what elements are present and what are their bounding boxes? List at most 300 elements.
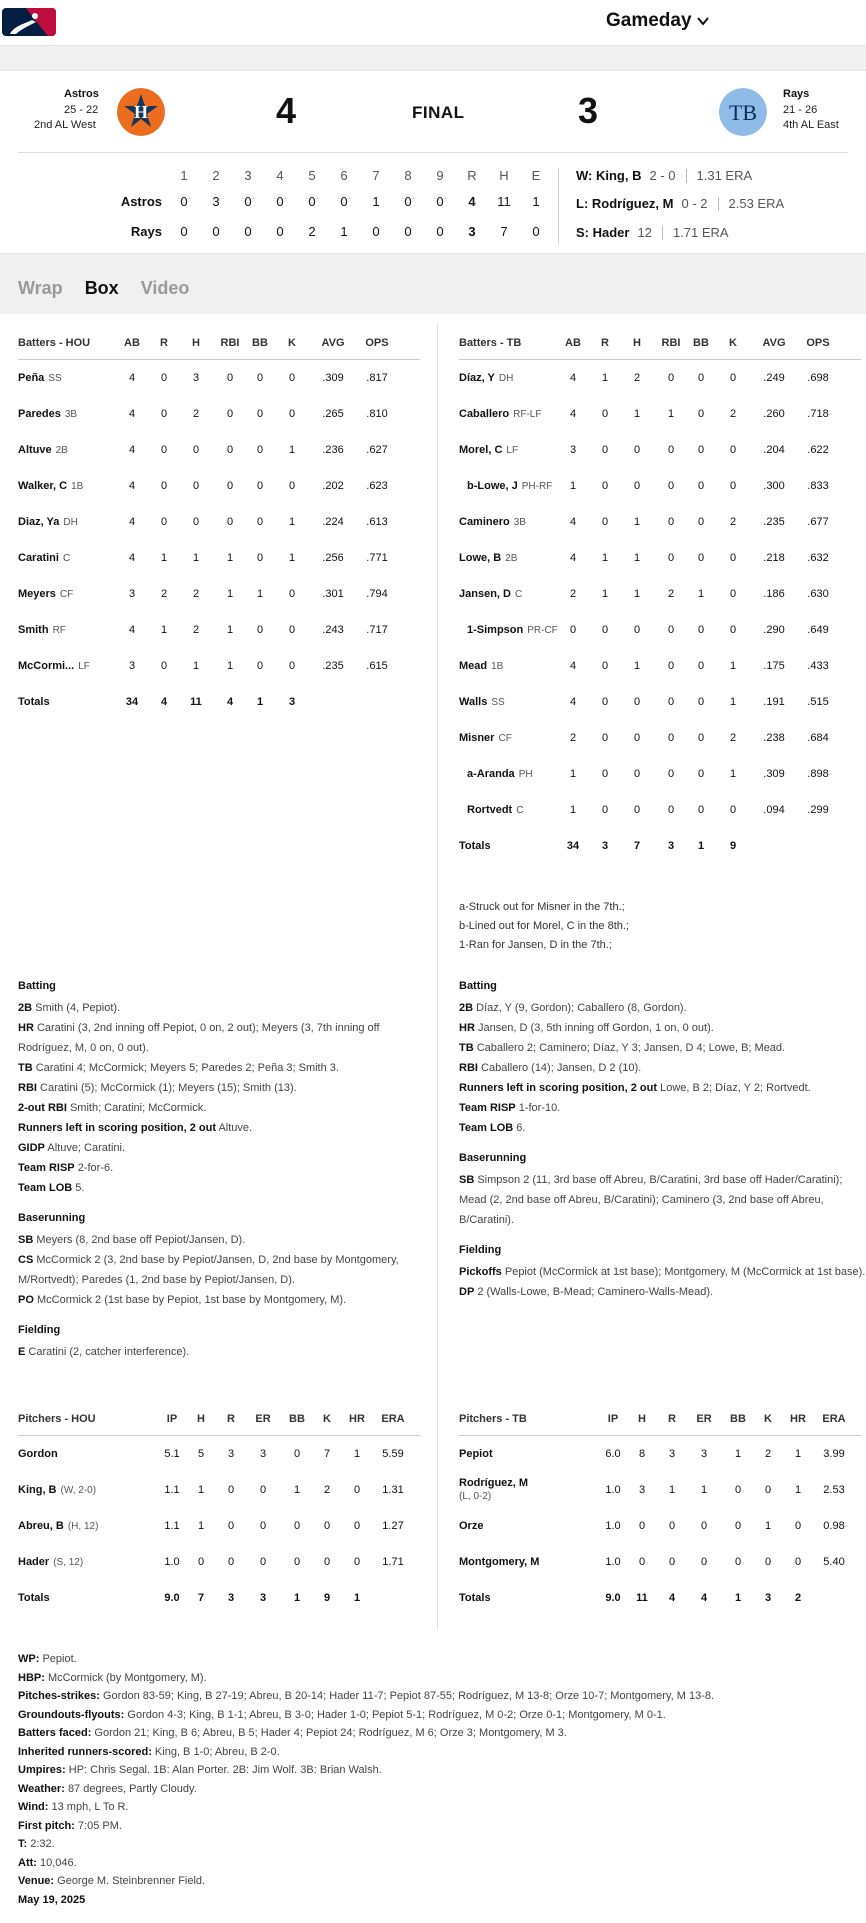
tab-box[interactable]: Box: [84, 278, 119, 298]
batter-row: [18, 360, 420, 396]
column-header[interactable]: H: [197, 1413, 205, 1425]
column-header[interactable]: BB: [252, 337, 268, 349]
batter-stat: .256: [322, 552, 344, 564]
batter-position: DH: [498, 373, 514, 384]
pitcher-stat: 5.40: [823, 1556, 845, 1568]
pitcher-stat: 2: [323, 1484, 331, 1496]
note-line: [18, 1250, 428, 1290]
decision-loss-record: 0 - 2: [681, 196, 708, 211]
batter-name[interactable]: [459, 396, 541, 433]
batter-stat: 1: [729, 696, 737, 708]
tab-video[interactable]: Video: [140, 278, 190, 298]
batter-stat: 0: [601, 480, 609, 492]
batter-stat: .649: [807, 624, 829, 636]
batter-stat: 0: [729, 624, 737, 636]
pitcher-name[interactable]: [459, 1436, 493, 1472]
note-value: Lowe, B 2; Díaz, Y 2; Rortvedt.: [660, 1082, 811, 1094]
pitcher-stat: 6.0: [605, 1448, 621, 1460]
note-value: Smith (4, Pepiot).: [35, 1002, 121, 1014]
note-line: [459, 1038, 866, 1058]
batter-name[interactable]: [459, 720, 512, 757]
batter-stat: 2: [729, 408, 737, 420]
pitcher-decision-note: (W, 2-0): [60, 1485, 97, 1496]
pitcher-stat: 0: [353, 1520, 361, 1532]
batter-stat: .632: [807, 552, 829, 564]
column-divider: [437, 324, 438, 1630]
totals-stat: 11: [636, 1592, 648, 1604]
totals-label: Totals: [18, 1592, 50, 1604]
pitcher-stat: 3: [700, 1448, 708, 1460]
pitching-table-title: Pitchers - TB: [459, 1413, 527, 1425]
pitching-header-row: [18, 1408, 420, 1436]
batter-stat: 1: [226, 552, 234, 564]
batter-stat: 1: [288, 444, 296, 456]
batter-name[interactable]: [459, 684, 505, 721]
batter-stat: 4: [569, 516, 577, 528]
linescore-cell: 0: [372, 224, 380, 239]
linescore-header: H: [499, 168, 509, 183]
batter-name[interactable]: [18, 576, 73, 613]
batter-name[interactable]: [459, 540, 517, 577]
batter-name[interactable]: [18, 648, 90, 685]
section-heading: Fielding: [459, 1244, 502, 1256]
game-info-line: [18, 1798, 858, 1817]
batter-position: SS: [491, 697, 505, 708]
batter-stat: .309: [322, 372, 344, 384]
totals-stat: 1: [256, 696, 264, 708]
linescore-divider: [558, 168, 559, 244]
column-header[interactable]: H: [192, 337, 200, 349]
pitcher-stat: 0: [794, 1520, 802, 1532]
batter-row: [459, 432, 861, 468]
batter-row: [459, 396, 861, 432]
batter-stat: 4: [569, 372, 577, 384]
column-header[interactable]: H: [638, 1413, 646, 1425]
game-info-line: [18, 1817, 858, 1836]
game-info-key: WP:: [18, 1653, 40, 1665]
batter-stat: 0: [697, 804, 705, 816]
column-header[interactable]: K: [764, 1413, 772, 1425]
batter-row: [459, 720, 861, 756]
batter-stat: 0: [160, 516, 168, 528]
batter-stat: 0: [256, 444, 264, 456]
pitcher-row: [459, 1436, 861, 1472]
note-line: b-Lined out for Morel, C in the 8th.;: [459, 920, 629, 932]
column-header[interactable]: R: [601, 337, 609, 349]
gameday-menu[interactable]: [606, 10, 710, 32]
batter-stat: .260: [763, 408, 785, 420]
pitching-totals-row: [459, 1580, 861, 1616]
batter-position: C: [62, 553, 71, 564]
pitcher-row: [18, 1508, 420, 1544]
batter-stat: 0: [256, 624, 264, 636]
totals-stat: 34: [125, 696, 139, 708]
column-header[interactable]: OPS: [806, 337, 830, 349]
batter-stat: 0: [729, 372, 737, 384]
column-header[interactable]: ERA: [822, 1413, 846, 1425]
pitcher-name[interactable]: [18, 1472, 96, 1509]
note-line: [18, 1018, 428, 1058]
batter-stat: 0: [160, 444, 168, 456]
batter-stat: .627: [366, 444, 388, 456]
batter-stat: 0: [160, 408, 168, 420]
note-value: McCormick 2 (3, 2nd base by Pepiot/Jansen, D, 2nd base by Montgomery, M/Rortvedt); Paredes (1, 2nd base by Pepiot/Jansen, D).: [18, 1254, 399, 1286]
column-header[interactable]: HR: [349, 1413, 365, 1425]
column-header[interactable]: R: [160, 337, 168, 349]
pitcher-name[interactable]: [18, 1436, 58, 1472]
note-line: [18, 998, 428, 1018]
decision-win-record: 2 - 0: [649, 168, 676, 183]
batter-stat: 0: [601, 696, 609, 708]
batter-stat: 2: [192, 408, 200, 420]
pitcher-stat: 1.0: [605, 1520, 621, 1532]
game-info-value: 13 mph, L To R.: [51, 1801, 129, 1813]
pitcher-name[interactable]: [459, 1544, 539, 1580]
note-line: [459, 998, 866, 1018]
column-header[interactable]: AVG: [321, 337, 345, 349]
column-header[interactable]: OPS: [365, 337, 389, 349]
home-score: 3: [578, 90, 599, 131]
batter-stat: .202: [322, 480, 344, 492]
note-value: Pepiot (McCormick at 1st base); Montgomery, M (McCormick at 1st base).: [504, 1266, 866, 1278]
batter-stat: 1: [633, 588, 641, 600]
linescore-header: 2: [212, 168, 220, 183]
game-info-line: [18, 1687, 858, 1706]
batter-position: DH: [63, 517, 78, 528]
linescore-cell: 0: [404, 194, 412, 209]
note-line: [459, 1170, 866, 1230]
game-info-value: Gordon 21; King, B 6; Abreu, B 5; Hader 4; Pepiot 24; Rodríguez, M 6; Orze 3; Montgomery, M 3.: [94, 1727, 567, 1739]
batter-stat: 2: [569, 588, 577, 600]
separator: [662, 226, 663, 240]
note-value: 1-for-10.: [518, 1102, 561, 1114]
note-key: RBI: [459, 1062, 478, 1074]
decision-loss-label[interactable]: L: Rodríguez, M: [576, 196, 674, 211]
note-line: [459, 1262, 866, 1282]
batter-name-text: Paredes: [18, 408, 61, 420]
batter-stat: .718: [807, 408, 829, 420]
batter-stat: 2: [192, 624, 200, 636]
batter-stat: .810: [366, 408, 388, 420]
note-key: Team LOB: [459, 1122, 514, 1134]
note-key: Pickoffs: [459, 1266, 502, 1278]
batter-stat: .615: [366, 660, 388, 672]
batter-row: [459, 792, 861, 828]
column-header[interactable]: RBI: [661, 337, 681, 349]
decision-save: [576, 225, 729, 240]
linescore-cell: 2: [308, 224, 316, 239]
column-header[interactable]: RBI: [220, 337, 240, 349]
game-info-key: Att:: [18, 1856, 37, 1869]
gameday-label: Gameday: [606, 10, 692, 31]
column-header[interactable]: ERA: [381, 1413, 405, 1425]
batter-stat: 1: [160, 552, 168, 564]
batter-name-text: Lowe, B: [459, 552, 502, 564]
pitcher-name[interactable]: [18, 1508, 98, 1545]
batter-stat: .299: [807, 804, 829, 816]
batter-name[interactable]: [18, 396, 77, 433]
batting-table-hou: [18, 332, 420, 720]
batter-name[interactable]: [467, 756, 533, 793]
column-header[interactable]: K: [729, 337, 737, 349]
note-key: Team RISP: [459, 1102, 516, 1114]
batter-stat: 1: [729, 768, 737, 780]
batter-name[interactable]: [459, 360, 513, 397]
tab-wrap[interactable]: Wrap: [18, 278, 63, 298]
pitcher-name[interactable]: [459, 1477, 528, 1503]
totals-stat: 3: [667, 840, 675, 852]
batter-name-text: Caminero: [459, 516, 510, 528]
batter-stat: 1: [226, 660, 234, 672]
batter-stat: .817: [366, 372, 388, 384]
pitcher-stat: 0: [764, 1556, 772, 1568]
column-header[interactable]: IP: [166, 1413, 178, 1425]
totals-stat: 9: [323, 1592, 331, 1604]
batter-stat: 0: [601, 804, 609, 816]
decision-win-label[interactable]: W: King, B: [576, 168, 642, 183]
note-line: a-Struck out for Misner in the 7th.;: [459, 901, 625, 913]
pitcher-name[interactable]: [18, 1544, 83, 1581]
note-line: [18, 1058, 428, 1078]
batter-stat: 0: [288, 372, 296, 384]
note-line: [459, 1098, 866, 1118]
pitcher-row: [18, 1472, 420, 1508]
rays-logo-icon[interactable]: [719, 88, 767, 136]
away-team-name: Astros: [64, 88, 99, 100]
section-heading: Baserunning: [459, 1152, 527, 1164]
game-info-line: [18, 1854, 858, 1873]
game-info-value: 7:05 PM.: [77, 1819, 122, 1832]
note-line: [18, 1098, 428, 1118]
linescore-cell: 11: [497, 194, 511, 209]
note-value: McCormick 2 (1st base by Pepiot, 1st base by Montgomery, M).: [36, 1294, 347, 1306]
totals-label: Totals: [459, 1592, 491, 1604]
batter-stat: 0: [697, 408, 705, 420]
svg-text:H: H: [133, 102, 149, 122]
batter-row: [18, 432, 420, 468]
game-status: FINAL: [412, 103, 465, 122]
column-header[interactable]: AB: [124, 337, 140, 349]
totals-stat: 3: [259, 1592, 267, 1604]
batting-header-row: [459, 332, 861, 360]
linescore-cell: 0: [276, 194, 284, 209]
pitcher-stat: 2: [764, 1448, 772, 1460]
batter-name[interactable]: [18, 432, 68, 469]
batter-stat: 0: [729, 588, 737, 600]
column-header[interactable]: ER: [255, 1413, 271, 1425]
astros-logo-icon[interactable]: [117, 88, 165, 136]
batter-stat: 0: [697, 552, 705, 564]
batter-stat: 1: [256, 588, 264, 600]
batter-stat: .515: [807, 696, 829, 708]
batter-stat: 0: [667, 552, 675, 564]
batter-stat: 0: [667, 768, 675, 780]
batter-name-text: a-Aranda: [467, 768, 515, 780]
game-info-value: HP: Chris Segal. 1B: Alan Porter. 2B: Jim Wolf. 3B: Brian Walsh.: [68, 1764, 382, 1776]
batter-stat: .238: [763, 732, 785, 744]
batter-stat: 0: [633, 444, 641, 456]
pitcher-name-text: Gordon: [18, 1448, 58, 1460]
batter-name[interactable]: [18, 468, 83, 505]
linescore-cell: 0: [340, 194, 348, 209]
column-header[interactable]: H: [633, 337, 641, 349]
game-info-line: [18, 1761, 858, 1780]
batter-stat: .630: [807, 588, 829, 600]
batter-stat: 3: [569, 444, 577, 456]
pitcher-stat: 1: [734, 1448, 742, 1460]
linescore-header: 7: [372, 168, 380, 183]
pitcher-stat: 1: [668, 1484, 676, 1496]
batter-name[interactable]: [459, 648, 503, 685]
totals-stat: 9: [729, 840, 737, 852]
section-heading: Batting: [18, 980, 56, 992]
pitcher-stat: 1: [764, 1520, 772, 1532]
batter-name[interactable]: [459, 576, 522, 613]
top-nav: [0, 0, 866, 46]
batter-stat: 2: [160, 588, 168, 600]
game-info-line: [18, 1891, 858, 1910]
column-header[interactable]: BB: [289, 1413, 305, 1425]
note-key: PO: [18, 1294, 34, 1306]
linescore-header: 9: [436, 168, 444, 183]
batter-name[interactable]: [459, 504, 526, 541]
pitcher-decision-note: (H, 12): [67, 1521, 99, 1532]
note-key: E: [18, 1346, 26, 1358]
decision-save-label[interactable]: S: Hader: [576, 225, 630, 240]
batter-stat: 0: [601, 732, 609, 744]
batter-name[interactable]: [18, 504, 78, 541]
pitcher-stat: 0: [734, 1556, 742, 1568]
note-key: Team LOB: [18, 1182, 73, 1194]
batter-name[interactable]: [467, 468, 552, 505]
column-header[interactable]: IP: [607, 1413, 619, 1425]
pitcher-stat: 7: [323, 1448, 331, 1460]
batter-name-text: Morel, C: [459, 444, 503, 456]
batter-stat: 1: [601, 372, 609, 384]
linescore-team-name: Astros: [120, 194, 162, 209]
column-header[interactable]: BB: [693, 337, 709, 349]
scorecard-divider: [18, 152, 848, 153]
batter-name[interactable]: [467, 792, 523, 829]
batter-stat: 1: [160, 624, 168, 636]
note-line: [459, 1078, 866, 1098]
pitcher-name[interactable]: [459, 1508, 483, 1544]
pitcher-stat: 0: [734, 1484, 742, 1496]
note-line: [18, 1138, 428, 1158]
column-header[interactable]: K: [323, 1413, 331, 1425]
pitching-totals-row: [18, 1580, 420, 1616]
batter-name[interactable]: [18, 540, 70, 577]
linescore-header: 5: [308, 168, 316, 183]
note-value: Altuve; Caratini.: [47, 1142, 126, 1154]
batter-row: [459, 576, 861, 612]
note-value: 2 (Walls-Lowe, B-Mead; Caminero-Walls-Mead).: [477, 1286, 714, 1298]
batter-stat: 0: [697, 768, 705, 780]
note-value: Caratini (2, catcher interference).: [28, 1346, 190, 1358]
totals-stat: 1: [734, 1592, 742, 1604]
batter-stat: 0: [697, 480, 705, 492]
batter-position: 1B: [71, 481, 84, 492]
batter-stat: .301: [322, 588, 344, 600]
batter-row: [18, 396, 420, 432]
column-header[interactable]: AB: [565, 337, 581, 349]
pitcher-stat: 0: [259, 1520, 267, 1532]
pitcher-stat: 3.99: [823, 1448, 845, 1460]
batter-stat: 2: [569, 732, 577, 744]
batter-stat: 0: [226, 408, 234, 420]
pitcher-row: [18, 1436, 420, 1472]
totals-stat: 7: [197, 1592, 205, 1604]
column-header[interactable]: BB: [730, 1413, 746, 1425]
column-header[interactable]: R: [668, 1413, 676, 1425]
batter-stat: 1: [667, 408, 675, 420]
note-key: SB: [459, 1174, 475, 1186]
batter-name[interactable]: [18, 612, 66, 649]
linescore-cell: 0: [404, 224, 412, 239]
batter-stat: 0: [160, 480, 168, 492]
batter-stat: 0: [160, 372, 168, 384]
pitcher-decision-note: (L, 0-2): [459, 1491, 492, 1502]
batter-stat: 4: [128, 480, 136, 492]
batter-stat: .622: [807, 444, 829, 456]
batter-stat: 3: [192, 372, 200, 384]
batter-name-text: Diaz, Ya: [18, 516, 60, 528]
column-header[interactable]: K: [288, 337, 296, 349]
batter-stat: 0: [256, 660, 264, 672]
batter-stat: 1: [697, 588, 705, 600]
batter-name[interactable]: [459, 432, 518, 469]
note-key: DP: [459, 1286, 475, 1298]
batter-name[interactable]: [18, 360, 62, 397]
batting-table-tb: [459, 332, 861, 864]
batter-stat: 0: [697, 696, 705, 708]
decision-save-record: 12: [637, 225, 652, 240]
batter-position: PR-CF: [527, 625, 558, 636]
batter-name[interactable]: [467, 612, 558, 649]
note-line: [459, 1282, 866, 1302]
linescore-cell: 1: [372, 194, 380, 209]
batter-stat: 0: [667, 660, 675, 672]
totals-stat: 9.0: [164, 1592, 180, 1604]
batter-stat: 1: [633, 660, 641, 672]
batter-stat: .235: [322, 660, 344, 672]
note-key: Runners left in scoring position, 2 out: [18, 1122, 217, 1134]
batter-stat: .235: [763, 516, 785, 528]
column-header[interactable]: HR: [790, 1413, 806, 1425]
batter-stat: 0: [729, 804, 737, 816]
totals-stat: 34: [566, 840, 580, 852]
pitcher-stat: 0.98: [823, 1520, 845, 1532]
column-header[interactable]: AVG: [762, 337, 786, 349]
column-header[interactable]: ER: [696, 1413, 712, 1425]
batter-name-text: McCormi...: [18, 660, 75, 672]
linescore-cell: 3: [212, 194, 220, 209]
column-header[interactable]: R: [227, 1413, 235, 1425]
mlb-logo-icon[interactable]: [2, 8, 56, 36]
batter-position: LF: [506, 445, 519, 456]
batter-row: [459, 684, 861, 720]
batting-table-title: Batters - HOU: [18, 337, 91, 349]
batter-stat: .175: [763, 660, 785, 672]
batter-position: CF: [59, 589, 74, 600]
game-info-value: 2:32.: [30, 1838, 55, 1850]
batter-row: [18, 468, 420, 504]
batter-stat: 0: [192, 444, 200, 456]
batter-stat: 1: [601, 588, 609, 600]
batter-stat: 0: [667, 516, 675, 528]
game-info-key: Venue:: [18, 1875, 55, 1887]
pitcher-stat: 3: [668, 1448, 676, 1460]
